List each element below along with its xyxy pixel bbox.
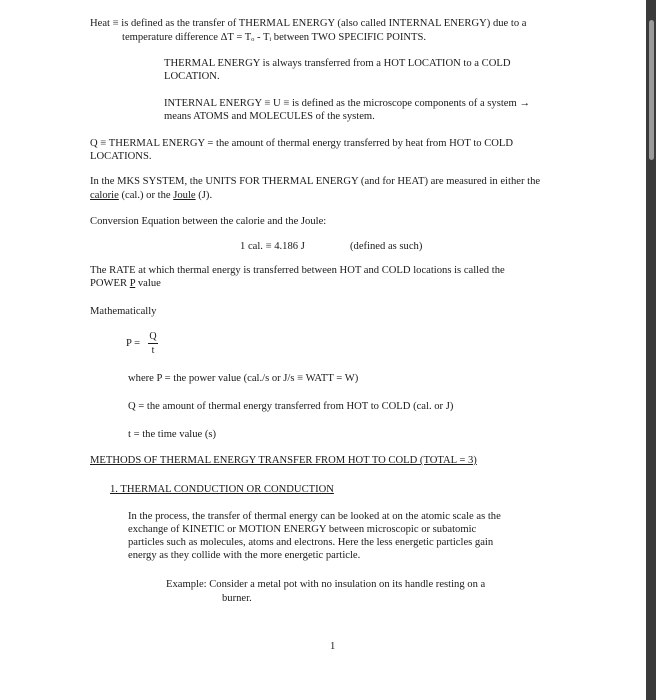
conversion-heading: Conversion Equation between the calorie and the Joule: [90,216,327,227]
heat-definition-line1: Heat ≡ is defined as the transfer of THERMAL ENERGY (also called INTERNAL ENERGY) due to a [90,18,527,29]
where-t-line: t = the time value (s) [128,429,217,440]
thermal-energy-line1: THERMAL ENERGY is always transferred from a HOT LOCATION to a COLD [164,58,511,69]
joule-term: Joule [173,190,196,201]
methods-heading: METHODS OF THERMAL ENERGY TRANSFER FROM HOT TO COLD (TOTAL = 3) [90,455,477,466]
item1-heading: 1. THERMAL CONDUCTION OR CONDUCTION [110,484,334,495]
mathematically-label: Mathematically [90,306,157,317]
scrollbar-thumb[interactable] [649,20,654,160]
internal-energy-line2: means ATOMS and MOLECULES of the system. [164,111,375,122]
process-line4: energy as they collide with the more energetic particle. [128,550,361,561]
q-definition-line2: LOCATIONS. [90,151,152,162]
rate-line2: POWER P value [90,278,161,289]
example-line2: burner. [222,593,252,604]
power-fraction [148,331,158,356]
heat-definition-line2: temperature difference ΔT = Tₒ - Tᵢ between TWO SPECIFIC POINTS. [122,32,427,43]
where-p-line: where P = the power value (cal./s or J/s ≡ WATT = W) [128,373,359,384]
page-number: 1 [330,641,336,652]
thermal-energy-line2: LOCATION. [164,71,220,82]
calorie-term: calorie [90,190,119,201]
power-equation-lhs: P = [126,338,141,349]
example-line1: Example: Consider a metal pot with no insulation on its handle resting on a [166,579,486,590]
rate-line1: The RATE at which thermal energy is transferred between HOT and COLD locations is called the [90,265,505,276]
where-q-line: Q = the amount of thermal energy transferred from HOT to COLD (cal. or J) [128,401,454,412]
process-line2: exchange of KINETIC or MOTION ENERGY between microscopic or subatomic [128,524,477,535]
conversion-note: (defined as such) [350,241,423,252]
conversion-equation: 1 cal. ≡ 4.186 J [240,241,305,252]
mks-line2: calorie (cal.) or the Joule (J). [90,190,213,201]
fraction-bar [148,343,158,344]
mks-line1: In the MKS SYSTEM, the UNITS FOR THERMAL ENERGY (and for HEAT) are measured in either the [90,176,541,187]
process-line3: particles such as molecules, atoms and electrons. Here the less energetic particles gain [128,537,494,548]
scrollbar[interactable] [646,0,656,700]
internal-energy-line1: INTERNAL ENERGY ≡ U ≡ is defined as the microscope components of a system → [164,98,530,109]
power-symbol: P [129,278,136,289]
fraction-denominator: t [151,345,155,356]
q-definition-line1: Q ≡ THERMAL ENERGY = the amount of thermal energy transferred by heat from HOT to COLD [90,138,514,149]
fraction-numerator: Q [149,331,157,342]
process-line1: In the process, the transfer of thermal energy can be looked at on the atomic scale as the [128,511,501,522]
